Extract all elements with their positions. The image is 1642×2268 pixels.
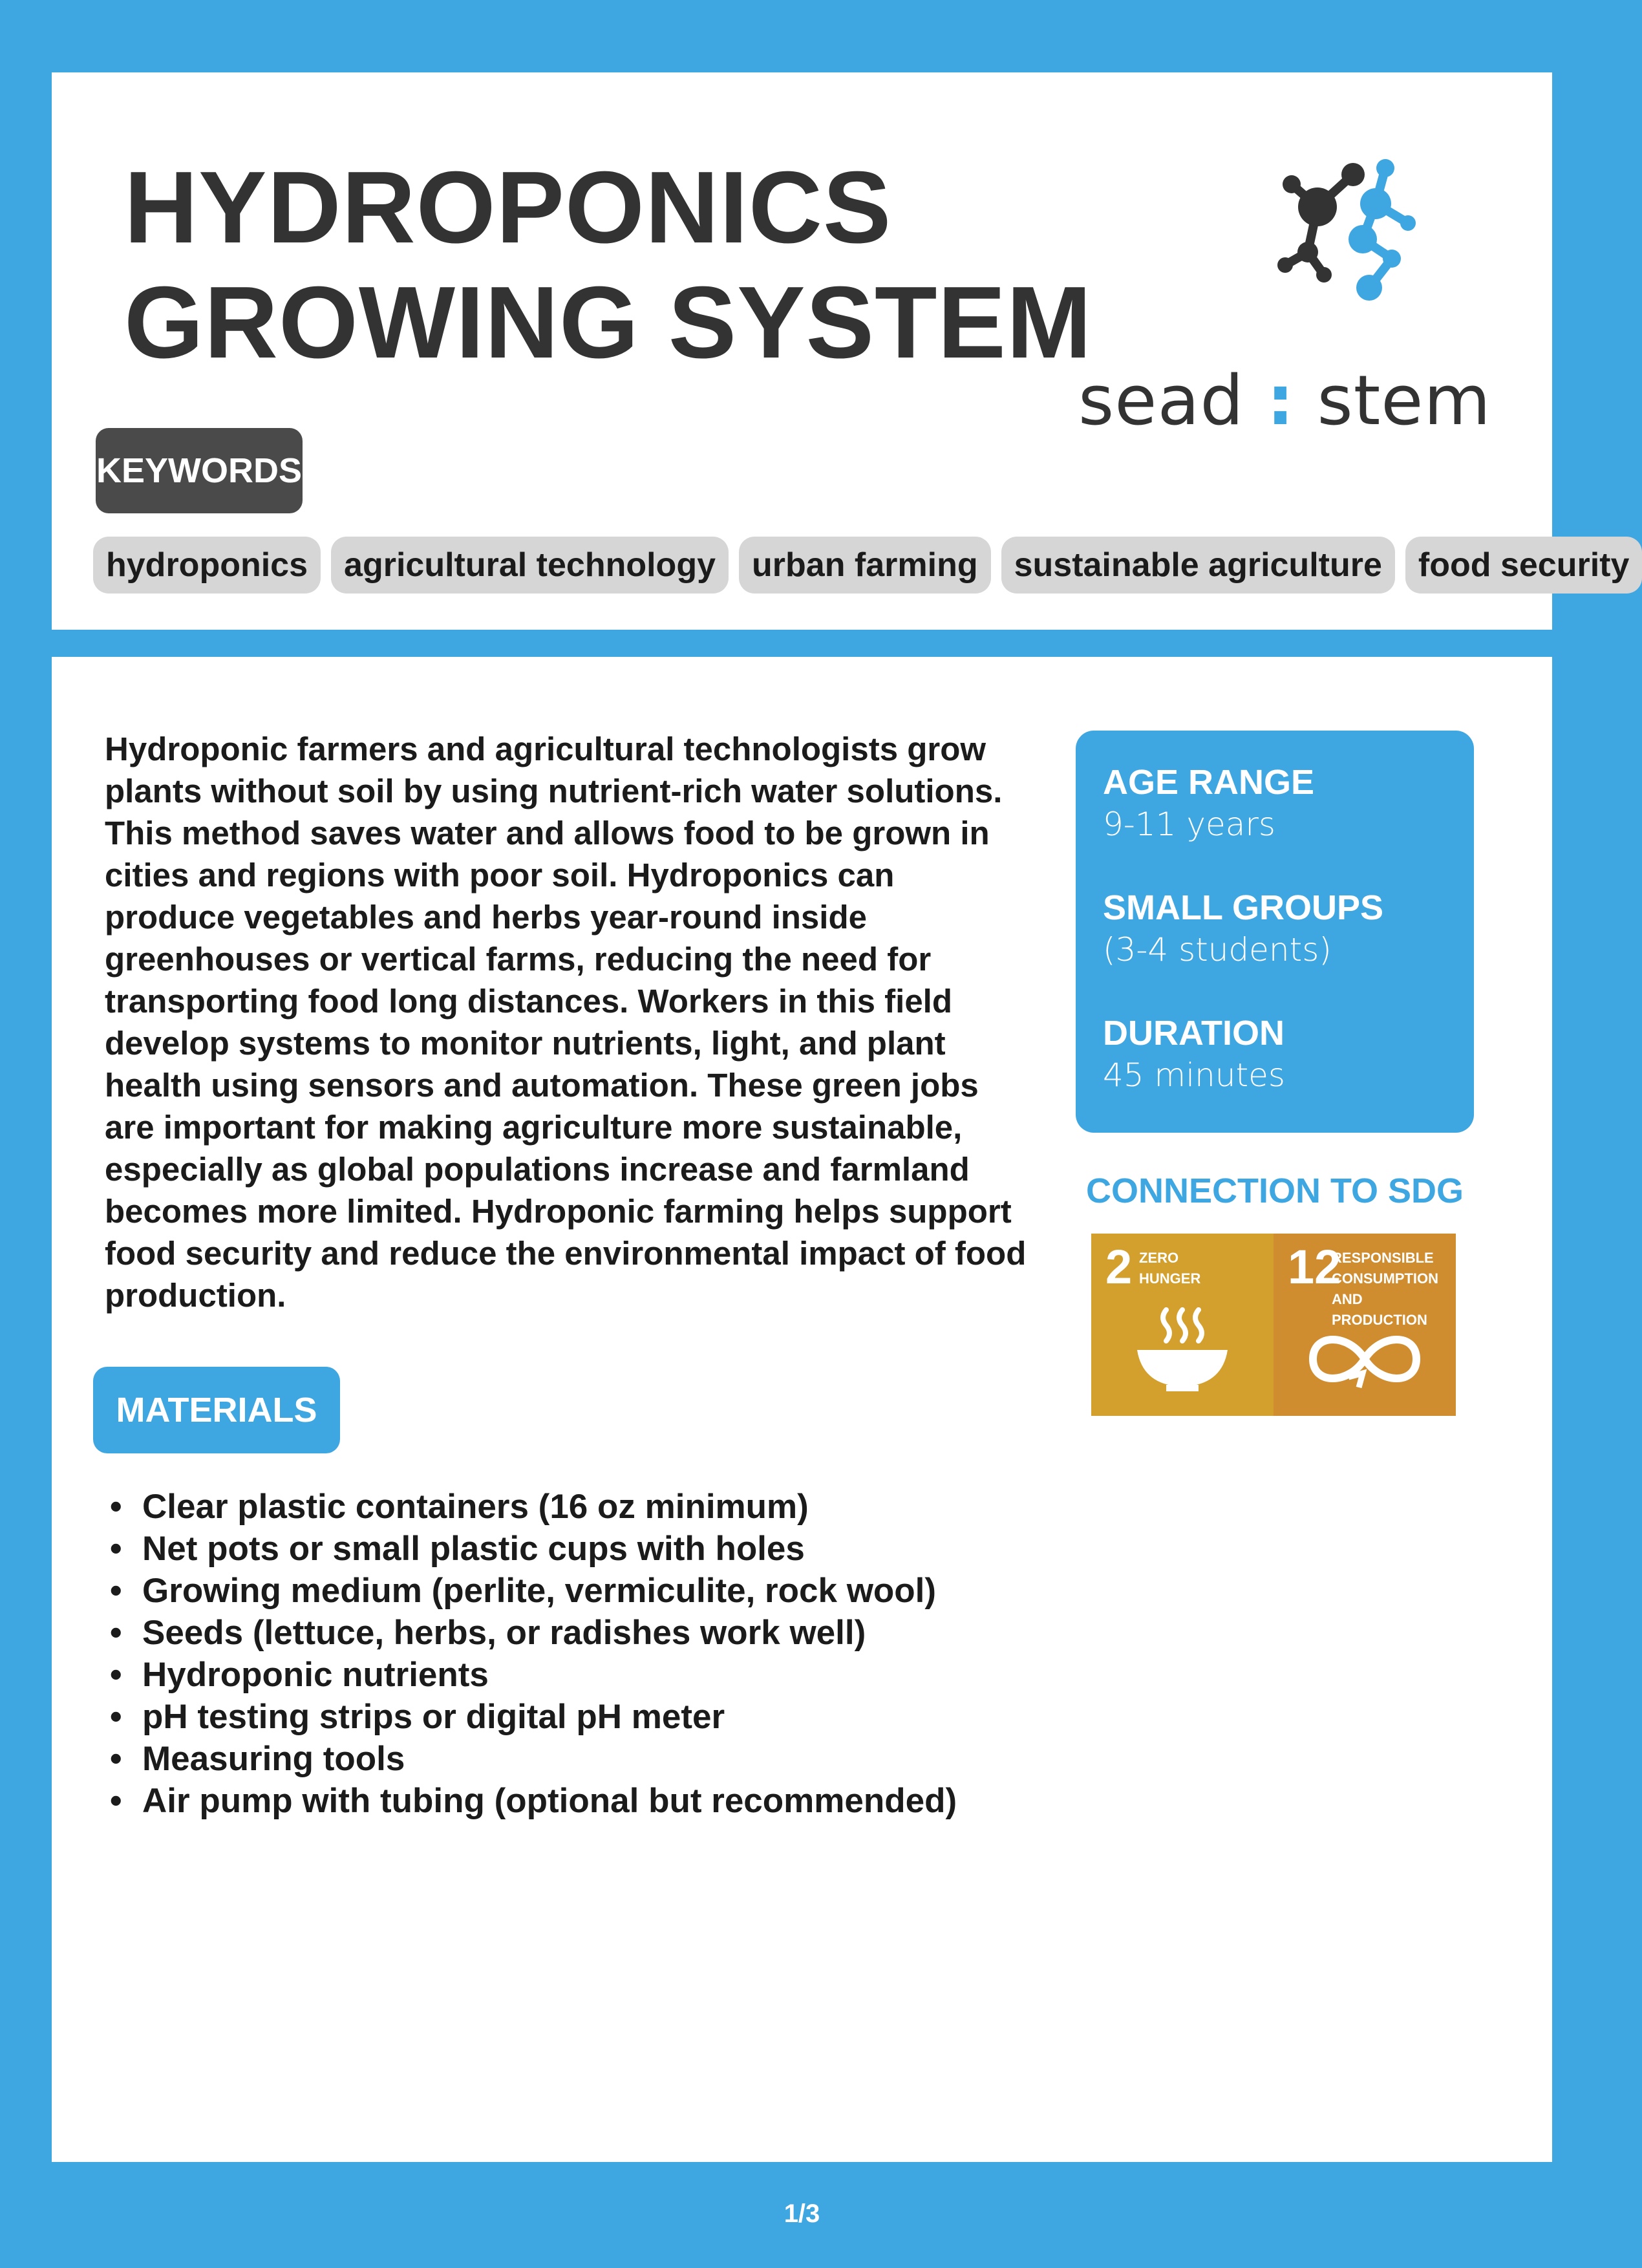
sdg-goal-name: RESPONSIBLE CONSUMPTION AND PRODUCTION: [1332, 1250, 1438, 1328]
sdg-goal-number: 2: [1105, 1240, 1133, 1294]
page-title: [124, 150, 1093, 380]
molecule-logo-icon: [1272, 149, 1427, 304]
duration-value: 45 minutes: [1103, 1056, 1285, 1094]
materials-heading: MATERIALS: [93, 1367, 340, 1453]
group-size-info: [1103, 887, 1383, 971]
keyword-tag: sustainable agriculture: [1001, 537, 1395, 594]
age-range-label: AGE RANGE: [1103, 763, 1315, 802]
keyword-tag: hydroponics: [93, 537, 321, 594]
sead-stem-logo: [1078, 149, 1505, 440]
logo-text-right: stem: [1317, 361, 1491, 440]
keyword-tag: urban farming: [739, 537, 991, 594]
list-item: • Air pump with tubing (optional but recommended): [142, 1780, 957, 1822]
duration-info: [1103, 1012, 1285, 1097]
sdg-goal-12-tile: [1274, 1234, 1456, 1416]
keyword-tag: food security: [1405, 537, 1642, 594]
list-item: • Hydroponic nutrients: [142, 1654, 957, 1696]
duration-label: DURATION: [1103, 1014, 1285, 1053]
age-range-info: [1103, 762, 1314, 846]
bowl-icon: [1131, 1303, 1234, 1394]
list-item: • Clear plastic containers (16 oz minimum): [142, 1486, 957, 1528]
keywords-heading: KEYWORDS: [96, 428, 303, 513]
logo-separator: :: [1266, 361, 1295, 440]
sdg-goal-2-tile: [1091, 1234, 1274, 1416]
list-item: • Seeds (lettuce, herbs, or radishes work well): [142, 1612, 957, 1654]
description-text: Hydroponic farmers and agricultural technologists grow plants without soil by using nutrient-rich water solutions. This method saves water and allows food to be grown in cities and regions with poor soil. Hydroponics can produce vegetables and herbs year-round inside greenhouses or vertical farms, reducing the need for transporting food long distances. Workers in this field develop systems to monitor nutrients, light, and plant health using sensors and automation. These green jobs are important for making agriculture more sustainable, especially as global populations increase and farmland becomes more limited. Hydroponic farming helps support food security and reduce the environmental impact of food production.: [105, 731, 1027, 1314]
title-line-2: GROWING SYSTEM: [124, 266, 1093, 380]
list-item: • Growing medium (perlite, vermiculite, rock wool): [142, 1570, 957, 1612]
list-item: • Measuring tools: [142, 1738, 957, 1780]
content-panel: [52, 657, 1552, 2162]
sdg-heading: CONNECTION TO SDG: [1085, 1171, 1464, 1210]
materials-list: [142, 1486, 957, 1822]
group-size-label: SMALL GROUPS: [1103, 888, 1384, 927]
page-number: 1/3: [784, 2199, 820, 2228]
list-item: • pH testing strips or digital pH meter: [142, 1696, 957, 1738]
list-item: • Net pots or small plastic cups with holes: [142, 1528, 957, 1570]
title-line-1: HYDROPONICS: [124, 151, 892, 264]
sdg-goal-name: ZERO HUNGER: [1139, 1250, 1201, 1287]
logo-text-left: sead: [1078, 361, 1244, 440]
activity-info-box: [1076, 731, 1474, 1133]
keyword-tag: agricultural technology: [331, 537, 729, 594]
group-size-value: (3-4 students): [1103, 931, 1332, 968]
infinity-icon: [1303, 1314, 1426, 1404]
age-range-value: 9-11 years: [1103, 806, 1275, 843]
keyword-tags: [93, 537, 1642, 594]
logo-wordmark: [1078, 362, 1505, 440]
sdg-tiles: [1091, 1234, 1456, 1416]
sdg-goal-number: 12: [1288, 1240, 1341, 1294]
header-panel: [52, 72, 1630, 630]
